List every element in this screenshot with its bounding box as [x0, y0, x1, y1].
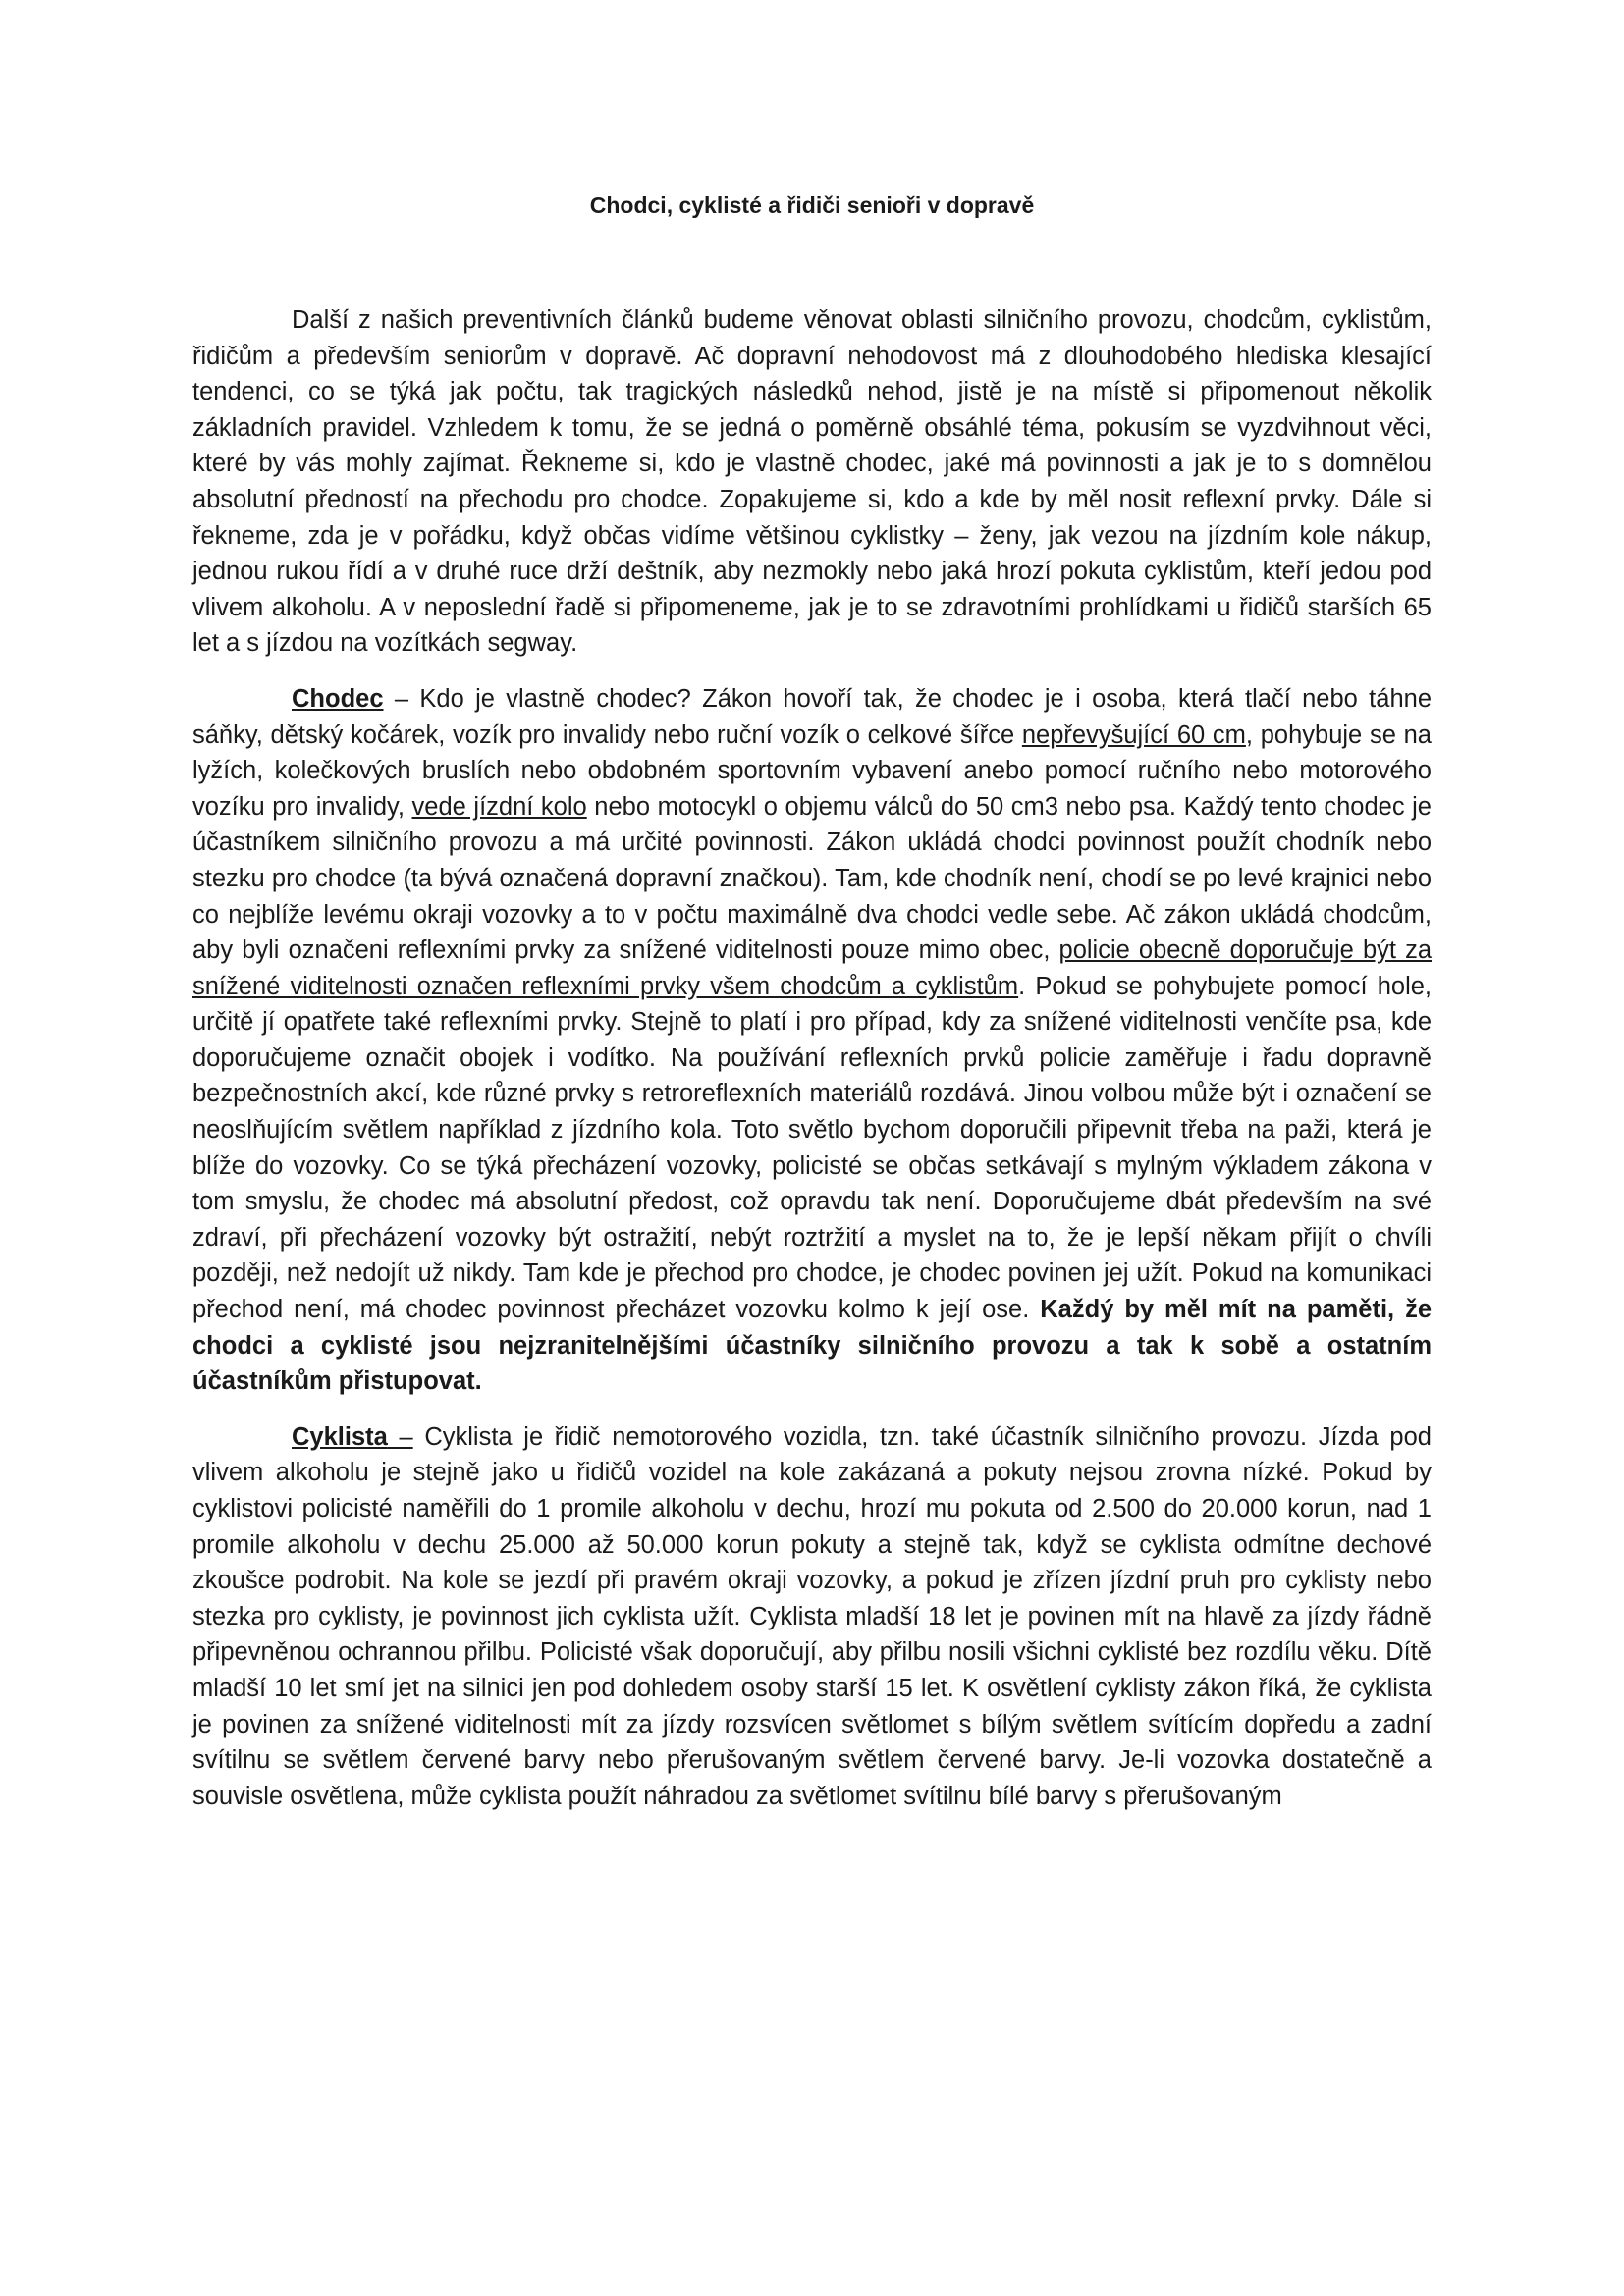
- chodec-underline-3: policie obecně doporučuje být za snížené viditelnosti označen reflexními prvky všem chodcům a cyklistům: [192, 936, 1433, 1000]
- intro-paragraph: Další z našich preventivních článků budeme věnovat oblasti silničního provozu, chodcům, cyklistům, řidičům a především seniorům v dopravě. Ač dopravní nehodovost má z dlouhodobého hlediska klesající tendenci, co se týká jak počtu, tak tragických následků nehod, jistě je na místě si připomenout několik základních pravidel. Vzhledem k tomu, že se jedná o poměrně obsáhlé téma, pokusím se vyzdvihnout věci, které by vás mohly zajímat. Řekneme si, kdo je vlastně chodec, jaké má povinnosti a jak je to s domnělou absolutní předností na přechodu pro chodce. Zopakujeme si, kdo a kde by měl nosit reflexní prvky. Dále si řekneme, zda je v pořádku, když občas vidíme většinou cyklistky – ženy, jak vezou na jízdním kole nákup, jednou rukou řídí a v druhé ruce drží deštník, aby nezmokly nebo jaká hrozí pokuta cyklistům, kteří jedou pod vlivem alkoholu. A v neposlední řadě si připomeneme, jak je to se zdravotními prohlídkami u řidičů starších 65 let a s jízdou na vozítkách segway.: [192, 306, 1432, 658]
- chodec-text-1: – Kdo je vlastně chodec? Zákon hovoří tak, že chodec je i osoba, která tlačí nebo táhne sáňky, dětský kočárek, vozík pro invalidy nebo ruční vozík o celkové šířce: [192, 684, 1432, 749]
- chodec-underline-2: vede jízdní kolo: [411, 792, 587, 821]
- chodec-text-2: , pohybuje se na lyžích, kolečkových bruslích nebo obdobném sportovním vybavení anebo pomocí ručního nebo motorového vozíku pro invalidy,: [192, 721, 1432, 821]
- cyklista-paragraph: [192, 1419, 1432, 1815]
- chodec-paragraph: [192, 681, 1432, 1400]
- chodec-underline-1: nepřevyšující 60 cm: [1021, 721, 1246, 749]
- document-title: Chodci, cyklisté a řidiči senioři v dopravě: [589, 192, 1035, 218]
- document-body: [192, 302, 1432, 1814]
- cyklista-heading: Cyklista: [292, 1422, 388, 1451]
- cyklista-text-1: Cyklista je řidič nemotorového vozidla, tzn. také účastník silničního provozu. Jízda pod vlivem alkoholu je stejně jako u řidičů vozidel na kole zakázaná a pokuty nejsou zrovna nízké. Pokud by cyklistovi policisté naměřili do 1 promile alkoholu v dechu, hrozí mu pokuta od 2.500 do 20.000 korun, nad 1 promile alkoholu v dechu 25.000 až 50.000 korun pokuty a stejně tak, když se cyklista odmítne dechové zkoušce podrobit. Na kole se jezdí při pravém okraji vozovky, a pokud je zřízen jízdní pruh pro cyklisty nebo stezka pro cyklisty, je povinnost jich cyklista užít. Cyklista mladší 18 let je povinen mít na hlavě za jízdy řádně připevněnou ochrannou přilbu. Policisté však doporučují, aby přilbu nosili všichni cyklisté bez rozdílu věku. Dítě mladší 10 let smí jet na silnici jen pod dohledem osoby starší 15 let. K osvětlení cyklisty zákon říká, že cyklista je povinen za snížené viditelnosti mít za jízdy rozsvícen světlomet s bílým světlem svítícím dopředu a zadní svítilnu se světlem červené barvy nebo přerušovaným světlem červené barvy. Je-li vozovka dostatečně a souvisle osvětlena, může cyklista použít náhradou za světlomet svítilnu bílé barvy s přerušovaným: [192, 1422, 1432, 1810]
- chodec-text-3: nebo motocykl o objemu válců do 50 cm3 nebo psa. Každý tento chodec je účastníkem silničního provozu a má určité povinnosti. Zákon ukládá chodci povinnost použít chodník nebo stezku pro chodce (ta bývá označená dopravní značkou). Tam, kde chodník není, chodí se po levé krajnici nebo co nejblíže levému okraji vozovky a to v počtu maximálně dva chodci vedle sebe. Ač zákon ukládá chodcům, aby byli označeni reflexními prvky za snížené viditelnosti pouze mimo obec,: [192, 792, 1432, 965]
- chodec-text-4: . Pokud se pohybujete pomocí hole, určitě jí opatřete také reflexními prvky. Stejně to platí i pro případ, kdy za snížené viditelnosti venčíte psa, kde doporučujeme označit obojek i vodítko. Na používání reflexních prvků policie zaměřuje i řadu dopravně bezpečnostních akcí, kde různé prvky s retroreflexních materiálů rozdává. Jinou volbou může být i označení se neoslňujícím světlem například z jízdního kola. Toto světlo bychom doporučili připevnit třeba na paži, která je blíže do vozovky. Co se týká přecházení vozovky, policisté se občas setkávají s mylným výkladem zákona v tom smyslu, že chodec má absolutní předost, což opravdu tak není. Doporučujeme dbát především na své zdraví, při přecházení vozovky být ostražití, nebýt roztržití a myslet na to, že je lepší někam přijít o chvíli později, než nedojít už nikdy. Tam kde je přechod pro chodce, je chodec povinen jej užít. Pokud na komunikaci přechod není, má chodec povinnost přecházet vozovku kolmo k její ose.: [192, 972, 1433, 1324]
- chodec-heading: Chodec: [292, 684, 384, 713]
- cyklista-dash: –: [387, 1422, 413, 1451]
- chodec-bold-statement: Každý by měl mít na paměti, že chodci a cyklisté jsou nejzranitelnějšími účastníky silničního provozu a tak k sobě a ostatním účastníkům přistupovat.: [192, 1296, 1432, 1396]
